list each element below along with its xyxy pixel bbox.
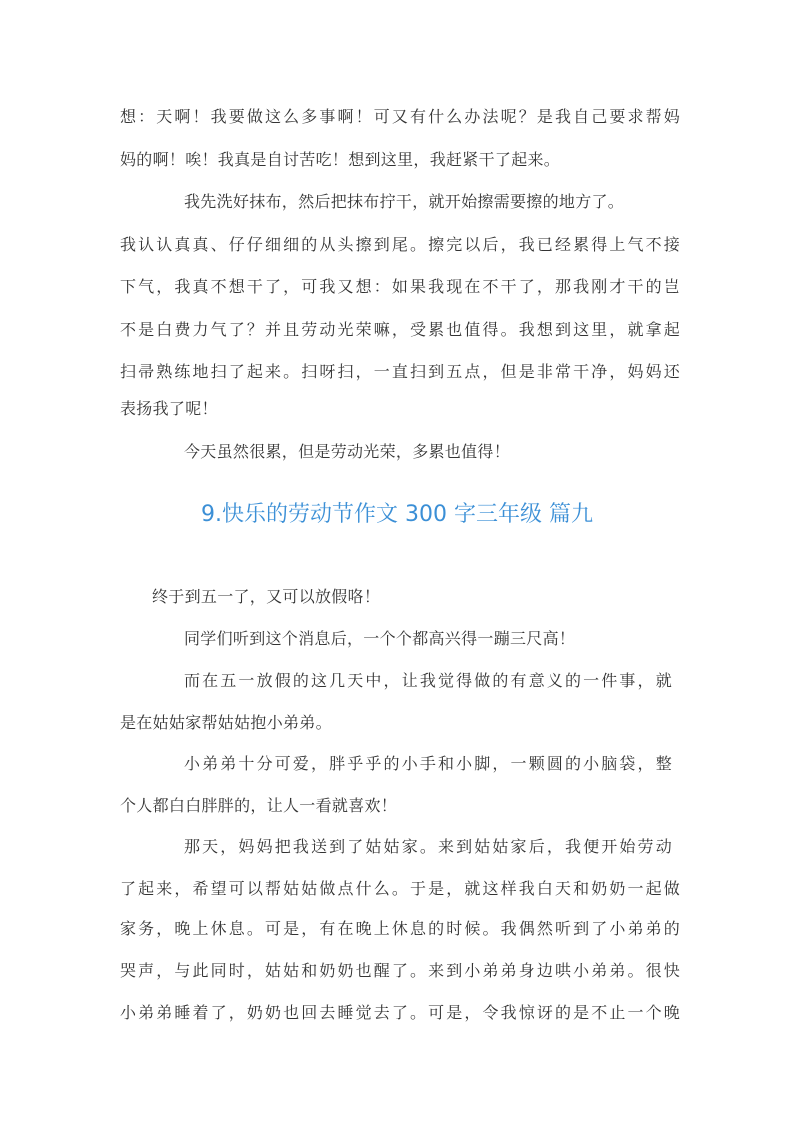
paragraph-line: 不是白费力气了？并且劳动光荣嘛，受累也值得。我想到这里，就拿起 xyxy=(120,320,680,339)
paragraph-line: 是在姑姑家帮姑姑抱小弟弟。 xyxy=(120,713,332,732)
paragraph-line: 小弟弟睡着了，奶奶也回去睡觉去了。可是，令我惊讶的是不止一个晚 xyxy=(120,1003,680,1022)
paragraph-line: 了起来，希望可以帮姑姑做点什么。于是，就这样我白天和奶奶一起做 xyxy=(120,879,680,898)
paragraph-line: 下气，我真不想干了，可我又想：如果我现在不干了，那我刚才干的岂 xyxy=(120,277,680,296)
paragraph-line: 那天，妈妈把我送到了姑姑家。来到姑姑家后，我便开始劳动 xyxy=(184,837,672,856)
paragraph-line: 表扬我了呢！ xyxy=(120,399,218,418)
paragraph-line: 哭声，与此同时，姑姑和奶奶也醒了。来到小弟弟身边哄小弟弟。很快 xyxy=(120,961,680,980)
section-heading: 9.快乐的劳动节作文 300 字三年级 篇九 xyxy=(201,502,593,527)
paragraph-line: 扫帚熟练地扫了起来。扫呀扫，一直扫到五点，但是非常干净，妈妈还 xyxy=(120,362,680,381)
paragraph-line: 家务，晚上休息。可是，有在晚上休息的时候。我偶然听到了小弟弟的 xyxy=(120,919,680,938)
paragraph-line: 想：天啊！我要做这么多事啊！可又有什么办法呢？是我自己要求帮妈 xyxy=(120,107,680,126)
paragraph-line: 个人都白白胖胖的，让人一看就喜欢！ xyxy=(120,796,398,815)
paragraph-line: 我先洗好抹布，然后把抹布拧干，就开始擦需要擦的地方了。 xyxy=(184,192,625,211)
paragraph-line: 我认认真真、仔仔细细的从头擦到尾。擦完以后，我已经累得上气不接 xyxy=(120,235,680,254)
paragraph-line: 妈的啊！唉！我真是自讨苦吃！想到这里，我赶紧干了起来。 xyxy=(120,150,561,169)
paragraph-line: 而在五一放假的这几天中，让我觉得做的有意义的一件事，就 xyxy=(184,671,672,690)
paragraph-line: 终于到五一了，又可以放假咯！ xyxy=(152,587,381,606)
paragraph-line: 小弟弟十分可爱，胖乎乎的小手和小脚，一颗圆的小脑袋，整 xyxy=(184,754,672,773)
paragraph-line: 今天虽然很累，但是劳动光荣，多累也值得！ xyxy=(184,442,511,461)
paragraph-line: 同学们听到这个消息后，一个个都高兴得一蹦三尺高！ xyxy=(184,629,576,648)
